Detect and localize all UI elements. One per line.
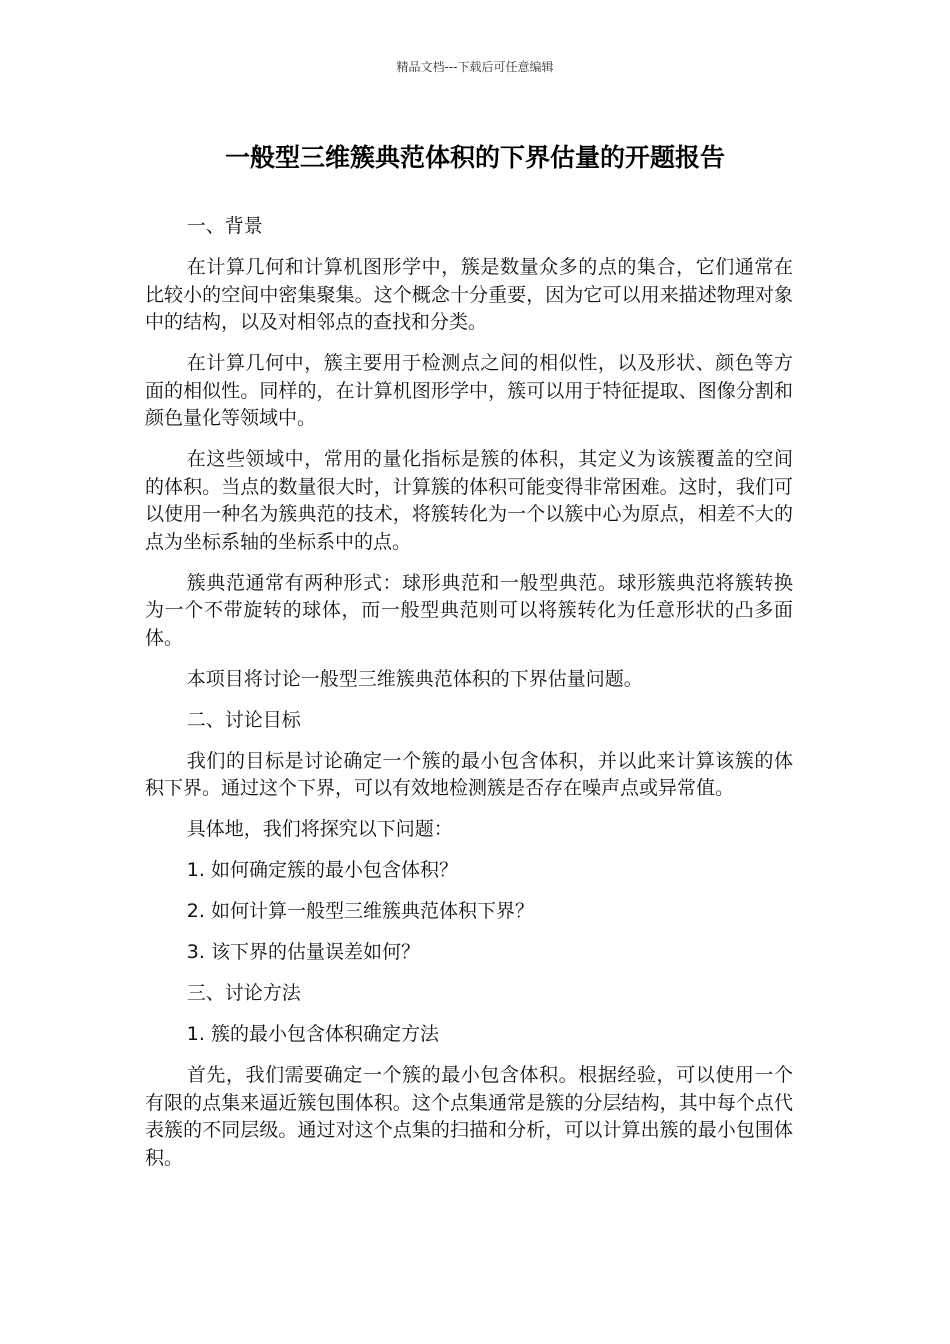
paragraph-3: 在这些领域中，常用的量化指标是簇的体积，其定义为该簇覆盖的空间的体积。当点的数量很大时，计算簇的体积可能变得非常困难。这时，我们可以使用一种名为簇典范的技术，将簇转化为一个以簇中心为原点，相差不大的点为坐标系轴的坐标系中的点。 — [145, 448, 793, 553]
question-3: 3. 该下界的估量误差如何？ — [186, 941, 420, 963]
paragraph-7: 具体地，我们将探究以下问题： — [186, 818, 453, 840]
paragraph-2: 在计算几何中，簇主要用于检测点之间的相似性，以及形状、颜色等方面的相似性。同样的，在计算机图形学中，簇可以用于特征提取、图像分割和颜色量化等领域中。 — [145, 352, 793, 429]
method-1-heading: 1. 簇的最小包含体积确定方法 — [186, 1023, 439, 1045]
paragraph-4: 簇典范通常有两种形式：球形典范和一般型典范。球形簇典范将簇转换为一个不带旋转的球体，而一般型典范则可以将簇转化为任意形状的凸多面体。 — [145, 571, 793, 649]
header-note: 精品文档---下载后可任意编辑 — [396, 60, 554, 74]
document-body — [145, 213, 793, 1186]
document-title: 一般型三维簇典范体积的下界估量的开题报告 — [224, 143, 725, 172]
paragraph-8: 首先，我们需要确定一个簇的最小包含体积。根据经验，可以使用一个有限的点集来逼近簇包围体积。这个点集通常是簇的分层结构，其中每个点代表簇的不同层级。通过对这个点集的扫描和分析，可以计算出簇的最小包围体积。 — [145, 1064, 793, 1169]
question-2: 2. 如何计算一般型三维簇典范体积下界？ — [186, 900, 534, 922]
question-1: 1. 如何确定簇的最小包含体积？ — [186, 859, 458, 881]
section-heading-methods: 三、讨论方法 — [186, 982, 301, 1004]
section-heading-goals: 二、讨论目标 — [186, 708, 301, 731]
paragraph-1: 在计算几何和计算机图形学中，簇是数量众多的点的集合，它们通常在比较小的空间中密集聚集。这个概念十分重要，因为它可以用来描述物理对象中的结构，以及对相邻点的查找和分类。 — [145, 256, 793, 333]
paragraph-6: 我们的目标是讨论确定一个簇的最小包含体积，并以此来计算该簇的体积下界。通过这个下界，可以有效地检测簇是否存在噪声点或异常值。 — [145, 749, 793, 799]
paragraph-5: 本项目将讨论一般型三维簇典范体积的下界估量问题。 — [186, 667, 643, 690]
section-heading-background: 一、背景 — [186, 215, 263, 237]
